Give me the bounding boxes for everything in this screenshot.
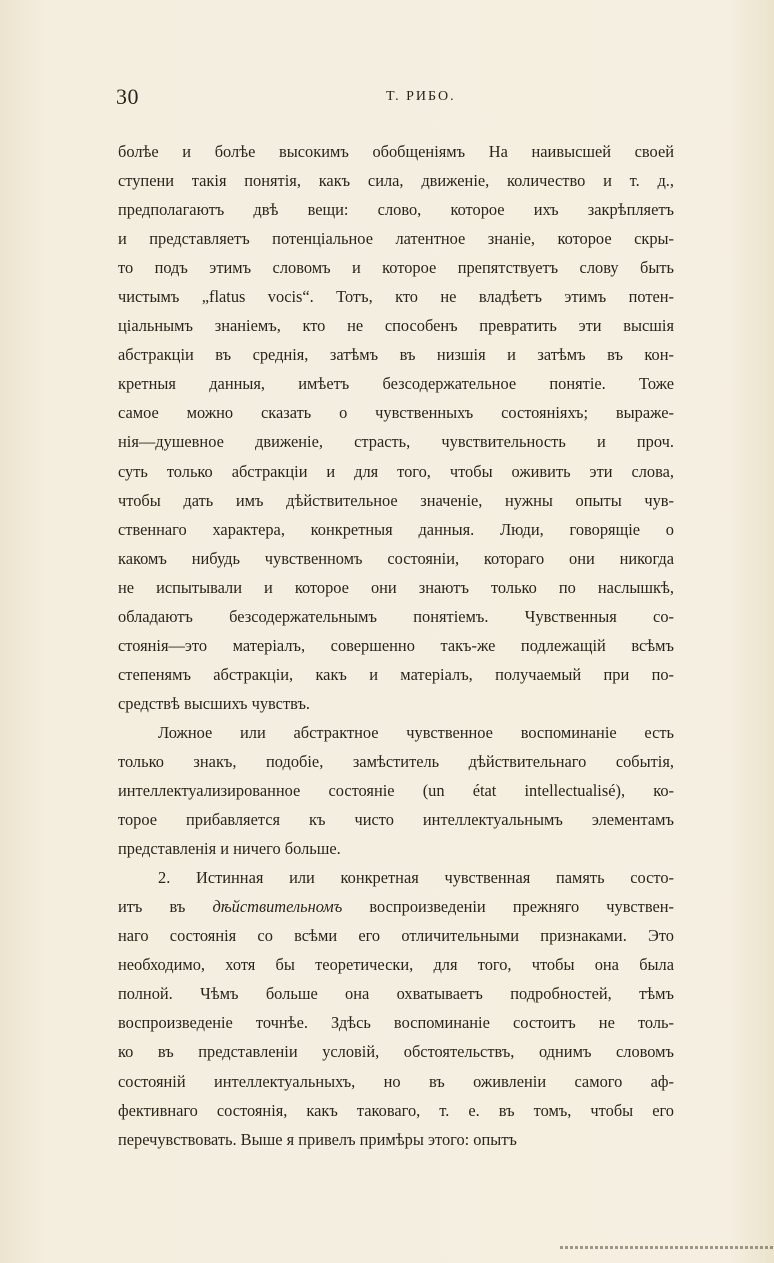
text-line: абстракціи въ среднія, затѣмъ въ низшія и затѣмъ въ кон- [118,345,674,365]
text-line: наго состоянія со всѣми его отличительными признаками. Это [118,926,674,946]
text-line: чтобы дать имъ дѣйствительное значеніе, нужны опыты чув- [118,490,674,510]
text-line: какомъ нибудь чувственномъ состояніи, котораго они никогда [118,548,674,568]
bottom-edge-rule [560,1246,774,1249]
text-line: степенямъ абстракціи, какъ и матеріалъ, получаемый при по- [118,664,674,684]
text-line: ственнаго характера, конкретныя данныя. Люди, говорящіе о [118,519,674,539]
text-line: то подъ этимъ словомъ и которое препятствуетъ слову быть [118,258,674,278]
text-line: ціальнымъ знаніемъ, кто не способенъ превратить эти высшія [118,316,674,336]
text-line: перечувствовать. Выше я привелъ примѣры этого: опытъ [118,1129,517,1149]
text-line: предполагаютъ двѣ вещи: слово, которое ихъ закрѣпляетъ [118,200,674,220]
body-text [118,137,674,1154]
text-line: не испытывали и которое они знаютъ только по наслышкѣ, [118,577,674,597]
text-line: и представляетъ потенціальное латентное знаніе, которое скры- [118,229,674,249]
text-line: чистымъ „flatus vocis“. Тотъ, кто не владѣетъ этимъ потен- [118,287,674,307]
text-line: обладаютъ безсодержательнымъ понятіемъ. Чувственныя со- [118,606,674,626]
text-line: итъ въ дѣйствительномъ воспроизведеніи прежняго чувствен- [118,897,674,917]
text-line: только знакъ, подобіе, замѣститель дѣйствительнаго событія, [118,751,674,771]
text-line: болѣе и болѣе высокимъ обобщеніямъ На наивысшей своей [118,142,674,161]
text-line: самое можно сказать о чувственныхъ состояніяхъ; выраже- [118,403,674,423]
emphasized-word: дѣйствительномъ [212,897,343,917]
text-line: ступени такія понятія, какъ сила, движеніе, количество и т. д., [118,171,674,191]
text-line: ко въ представленіи условій, обстоятельствъ, однимъ словомъ [118,1042,674,1062]
text-line: фективнаго состоянія, какъ таковаго, т. е. въ томъ, чтобы его [118,1100,674,1120]
text-line: кретныя данныя, имѣетъ безсодержательное понятіе. Тоже [118,374,674,394]
text-line: 2. Истинная или конкретная чувственная память состо- [158,868,674,888]
page-header [116,84,668,110]
text-line: полной. Чѣмъ больше она охватываетъ подробностей, тѣмъ [118,984,674,1004]
text-line: состояній интеллектуальныхъ, но въ оживленіи самого аф- [118,1071,674,1091]
paragraph-3 [118,863,674,1153]
paragraph-1 [118,137,674,718]
running-head: Т. РИБО. [386,89,456,104]
text-line: средствѣ высшихъ чувствъ. [118,693,311,713]
text-line: интеллектуализированное состояніе (un état intellectualisé), ко- [118,781,674,801]
text-line: стоянія—это матеріалъ, совершенно такъ-же подлежащій всѣмъ [118,635,674,655]
paragraph-2 [118,718,674,863]
text-line: суть только абстракціи и для того, чтобы оживить эти слова, [118,461,674,481]
text-line: воспроизведеніе точнѣе. Здѣсь воспоминаніе состоитъ не толь- [118,1013,674,1033]
page-number: 30 [116,84,139,109]
text-line: торое прибавляется къ чисто интеллектуальнымъ элементамъ [118,810,674,830]
text-line: необходимо, хотя бы теоретически, для того, чтобы она была [118,955,674,975]
text-line: нія—душевное движеніе, страсть, чувствительность и проч. [118,432,674,452]
text-line: представленія и ничего больше. [118,839,341,859]
text-line: Ложное или абстрактное чувственное воспоминаніе есть [158,722,674,742]
